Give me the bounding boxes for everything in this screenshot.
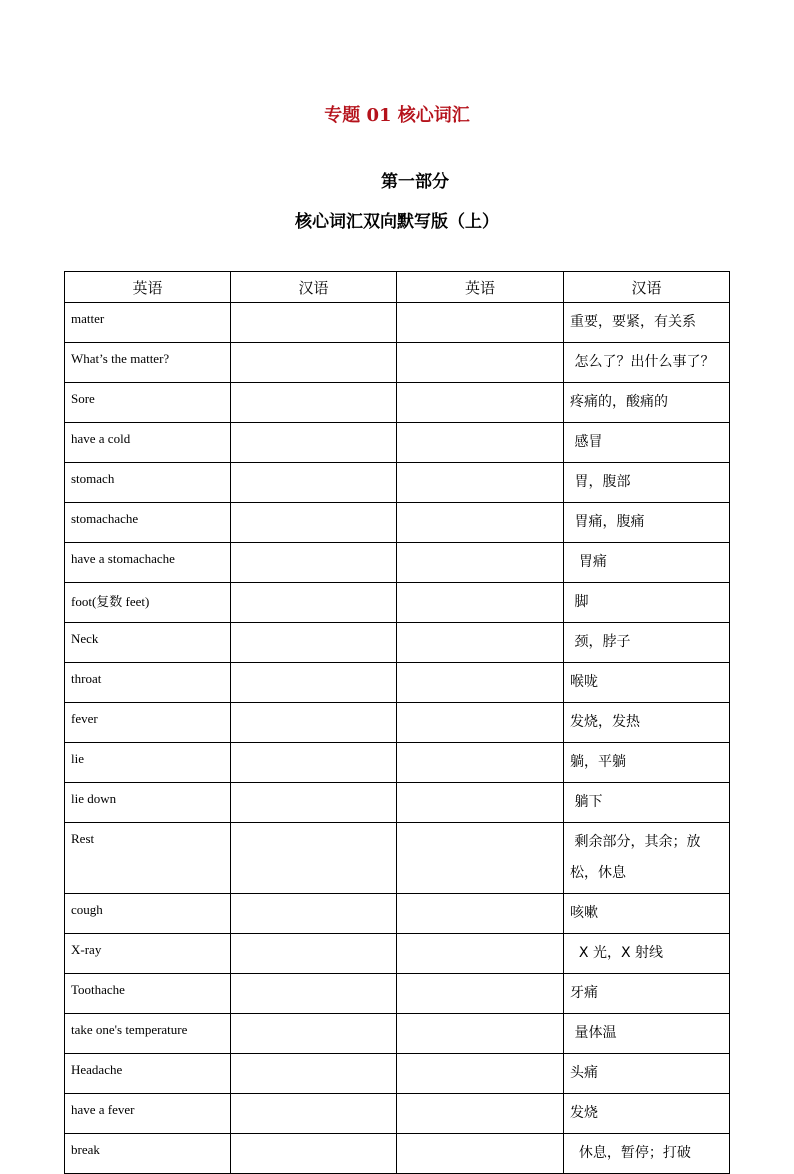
english-word-cell: Headache	[65, 1054, 231, 1094]
table-row	[65, 463, 730, 503]
english-answer-blank	[397, 974, 564, 1014]
english-answer-blank	[397, 894, 564, 934]
table-row	[65, 974, 730, 1014]
table-row	[65, 623, 730, 663]
english-answer-blank	[397, 1134, 564, 1174]
chinese-meaning-cell: 量体温	[564, 1014, 730, 1054]
chinese-meaning-cell: 休息，暂停；打破	[564, 1134, 730, 1174]
chinese-meaning-cell: 躺，平躺	[564, 743, 730, 783]
chinese-answer-blank	[231, 974, 397, 1014]
table-row	[65, 383, 730, 423]
table-row	[65, 783, 730, 823]
chinese-meaning-cell: 胃痛，腹痛	[564, 503, 730, 543]
chinese-meaning-cell: 胃，腹部	[564, 463, 730, 503]
chinese-answer-blank	[231, 823, 397, 894]
table-row	[65, 1134, 730, 1174]
chinese-meaning-cell: 胃痛	[564, 543, 730, 583]
chinese-meaning-cell: 剩余部分，其余；放松，休息	[564, 823, 730, 894]
chinese-meaning-cell: 脚	[564, 583, 730, 623]
chinese-answer-blank	[231, 623, 397, 663]
english-answer-blank	[397, 503, 564, 543]
english-word-cell: fever	[65, 703, 231, 743]
english-word-cell: throat	[65, 663, 231, 703]
english-answer-blank	[397, 423, 564, 463]
chinese-answer-blank	[231, 463, 397, 503]
chinese-answer-blank	[231, 543, 397, 583]
table-row	[65, 1014, 730, 1054]
english-word-cell: have a stomachache	[65, 543, 231, 583]
table-row	[65, 663, 730, 703]
english-word-cell: cough	[65, 894, 231, 934]
chinese-answer-blank	[231, 743, 397, 783]
english-word-cell: take one's temperature	[65, 1014, 231, 1054]
english-answer-blank	[397, 703, 564, 743]
chinese-meaning-cell: 疼痛的，酸痛的	[564, 383, 730, 423]
chinese-meaning-cell: X 光，X 射线	[564, 934, 730, 974]
english-word-cell: What’s the matter?	[65, 343, 231, 383]
chinese-meaning-cell: 发烧	[564, 1094, 730, 1134]
chinese-meaning-cell: 躺下	[564, 783, 730, 823]
vocabulary-table	[64, 271, 730, 1174]
chinese-answer-blank	[231, 934, 397, 974]
english-word-cell: Sore	[65, 383, 231, 423]
chinese-meaning-cell: 重要，要紧，有关系	[564, 303, 730, 343]
chinese-meaning-cell: 头痛	[564, 1054, 730, 1094]
english-answer-blank	[397, 1014, 564, 1054]
english-word-cell: Neck	[65, 623, 231, 663]
english-word-cell: lie	[65, 743, 231, 783]
english-word-cell: lie down	[65, 783, 231, 823]
english-answer-blank	[397, 823, 564, 894]
english-word-cell: have a fever	[65, 1094, 231, 1134]
section-heading: 核心词汇双向默写版（上）	[295, 212, 499, 232]
english-answer-blank	[397, 303, 564, 343]
table-row	[65, 343, 730, 383]
english-answer-blank	[397, 623, 564, 663]
chinese-meaning-cell: 颈，脖子	[564, 623, 730, 663]
chinese-answer-blank	[231, 1094, 397, 1134]
chinese-meaning-cell: 牙痛	[564, 974, 730, 1014]
table-row	[65, 934, 730, 974]
english-answer-blank	[397, 583, 564, 623]
header-chinese-2: 汉语	[564, 272, 730, 303]
english-word-cell: stomach	[65, 463, 231, 503]
chinese-answer-blank	[231, 583, 397, 623]
chinese-answer-blank	[231, 783, 397, 823]
english-answer-blank	[397, 463, 564, 503]
english-word-cell: Rest	[65, 823, 231, 894]
chinese-meaning-cell: 感冒	[564, 423, 730, 463]
header-english-2: 英语	[397, 272, 564, 303]
english-answer-blank	[397, 663, 564, 703]
english-word-cell: stomachache	[65, 503, 231, 543]
document-title: 专题 01 核心词汇	[324, 105, 470, 126]
chinese-meaning-cell: 怎么了？出什么事了？	[564, 343, 730, 383]
table-row	[65, 303, 730, 343]
english-answer-blank	[397, 343, 564, 383]
table-row	[65, 823, 730, 894]
english-answer-blank	[397, 543, 564, 583]
table-row	[65, 1094, 730, 1134]
table-row	[65, 503, 730, 543]
english-word-cell: foot(复数 feet)	[65, 583, 231, 623]
table-row	[65, 894, 730, 934]
table-row	[65, 1054, 730, 1094]
english-answer-blank	[397, 783, 564, 823]
english-word-cell: break	[65, 1134, 231, 1174]
chinese-meaning-cell: 喉咙	[564, 663, 730, 703]
part-heading: 第一部分	[381, 172, 449, 192]
chinese-answer-blank	[231, 423, 397, 463]
english-answer-blank	[397, 1054, 564, 1094]
table-header-row	[65, 272, 730, 303]
chinese-answer-blank	[231, 383, 397, 423]
chinese-answer-blank	[231, 1134, 397, 1174]
header-chinese-1: 汉语	[231, 272, 397, 303]
chinese-meaning-cell: 发烧，发热	[564, 703, 730, 743]
table-row	[65, 583, 730, 623]
english-answer-blank	[397, 383, 564, 423]
table-body	[65, 303, 730, 1174]
chinese-answer-blank	[231, 343, 397, 383]
chinese-meaning-cell: 咳嗽	[564, 894, 730, 934]
chinese-answer-blank	[231, 663, 397, 703]
chinese-answer-blank	[231, 1014, 397, 1054]
english-answer-blank	[397, 934, 564, 974]
english-answer-blank	[397, 743, 564, 783]
chinese-answer-blank	[231, 503, 397, 543]
table-row	[65, 423, 730, 463]
chinese-answer-blank	[231, 894, 397, 934]
chinese-answer-blank	[231, 303, 397, 343]
english-word-cell: have a cold	[65, 423, 231, 463]
english-word-cell: matter	[65, 303, 231, 343]
english-answer-blank	[397, 1094, 564, 1134]
table-row	[65, 703, 730, 743]
english-word-cell: X-ray	[65, 934, 231, 974]
table-row	[65, 743, 730, 783]
english-word-cell: Toothache	[65, 974, 231, 1014]
header-english-1: 英语	[65, 272, 231, 303]
chinese-answer-blank	[231, 703, 397, 743]
chinese-answer-blank	[231, 1054, 397, 1094]
table-row	[65, 543, 730, 583]
